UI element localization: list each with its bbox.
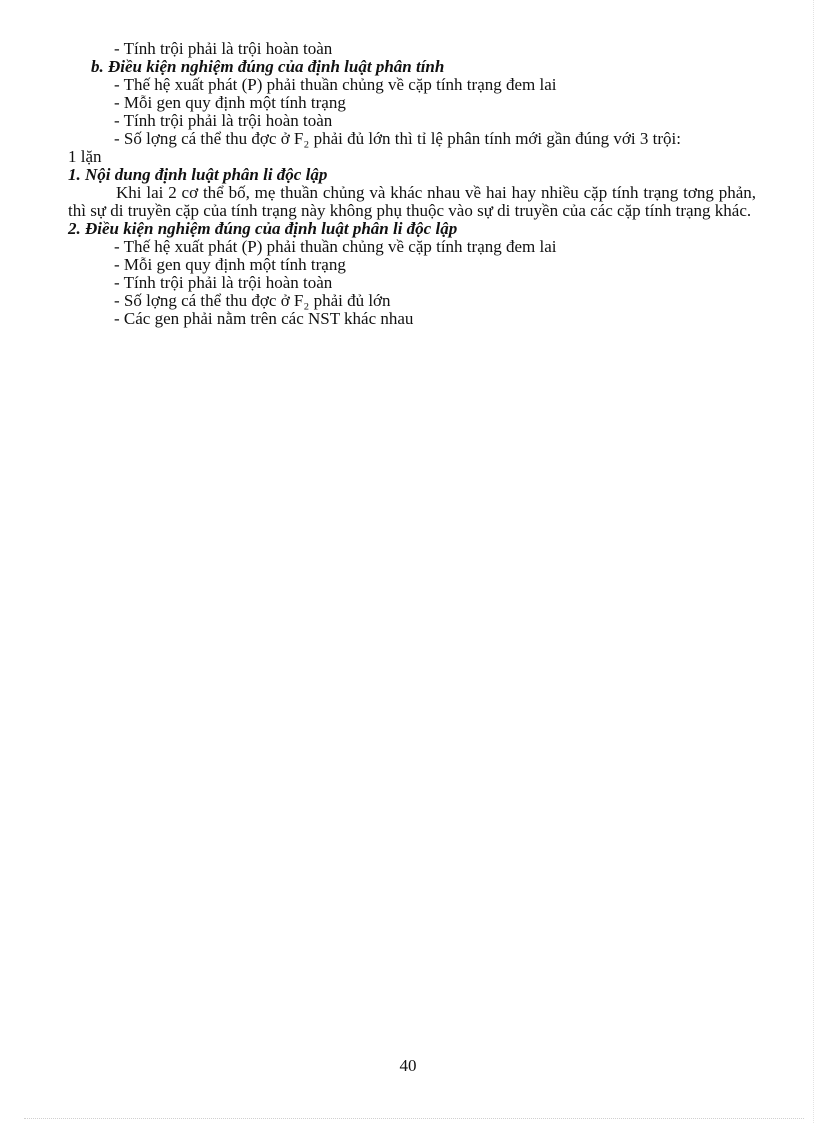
list-item: - Số lợng cá thể thu đợc ở F₂ phải đủ lớn: [114, 291, 391, 310]
list-item: - Tính trội phải là trội hoàn toàn: [114, 111, 333, 130]
list-item: - Tính trội phải là trội hoàn toàn: [114, 273, 333, 292]
section-heading-1: 1. Nội dung định luật phân li độc lập: [68, 165, 328, 184]
page-edge-divider-right: [813, 0, 814, 1123]
list-item: - Tính trội phải là trội hoàn toàn: [114, 39, 333, 58]
section-heading-b: b. Điều kiện nghiệm đúng của định luật phân tính: [91, 57, 445, 76]
page-edge-divider: [24, 1118, 804, 1119]
list-item: - Thế hệ xuất phát (P) phải thuần chủng về cặp tính trạng đem lai: [114, 237, 557, 256]
list-item: - Mỗi gen quy định một tính trạng: [114, 93, 346, 112]
list-item: - Mỗi gen quy định một tính trạng: [114, 255, 346, 274]
list-item-long: - Số lợng cá thể thu đợc ở F₂ phải đủ lớn thì tỉ lệ phân tính mới gần đúng với 3 trội:: [114, 129, 681, 148]
section-heading-2: 2. Điều kiện nghiệm đúng của định luật phân li độc lập: [68, 219, 458, 238]
list-item: - Các gen phải nằm trên các NST khác nhau: [114, 309, 414, 328]
list-item-continuation: 1 lặn: [68, 147, 102, 166]
list-item: - Thế hệ xuất phát (P) phải thuần chủng về cặp tính trạng đem lai: [114, 75, 557, 94]
section-1-paragraph: Khi lai 2 cơ thể bố, mẹ thuần chủng và khác nhau về hai hay nhiều cặp tính trạng tơng phản, thì sự di truyền cặp của tính trạng này không phụ thuộc vào sự di truyền của các cặp tính trạng khác.: [68, 183, 756, 220]
page-number: 40: [399, 1056, 417, 1075]
page-body: [68, 40, 756, 328]
